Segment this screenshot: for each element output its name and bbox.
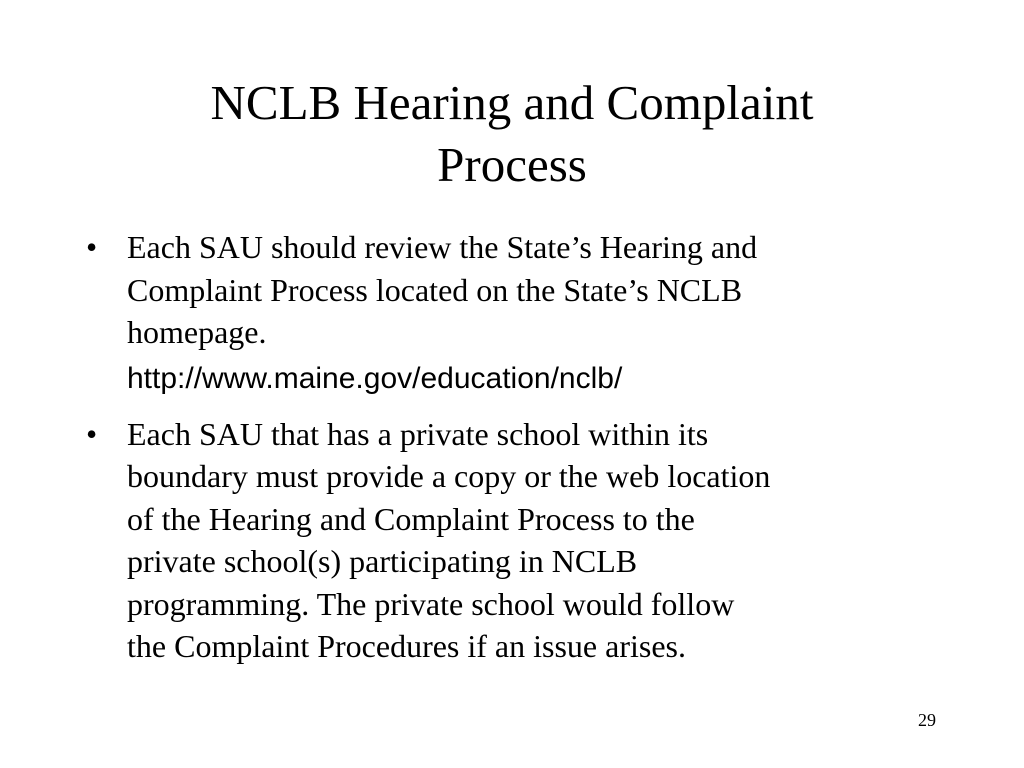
slide-title	[0, 72, 1024, 196]
slide-title-line: NCLB Hearing and Complaint	[210, 75, 814, 130]
bullet-line: Each SAU that has a private school within its	[127, 415, 709, 452]
nclb-url-link[interactable]: http://www.maine.gov/education/nclb/	[127, 361, 623, 395]
bullet-icon: •	[86, 229, 98, 265]
bullet-text	[127, 413, 946, 668]
bullet-line: programming. The private school would follow	[127, 585, 735, 622]
bullet-line: boundary must provide a copy or the web location	[127, 458, 771, 494]
bullet-item	[86, 226, 946, 404]
bullet-line: of the Hearing and Complaint Process to the	[127, 500, 695, 537]
bullet-list	[86, 226, 946, 677]
bullet-text	[127, 226, 946, 404]
bullet-item	[86, 413, 946, 668]
bullet-line: the Complaint Procedures if an issue arises.	[127, 628, 686, 664]
bullet-icon: •	[86, 415, 98, 452]
bullet-line: private school(s) participating in NCLB	[127, 543, 638, 579]
bullet-line: Complaint Process located on the State’s NCLB	[127, 271, 743, 308]
bullet-line: Each SAU should review the State’s Hearing and	[127, 229, 758, 265]
bullet-line: homepage.	[127, 314, 267, 350]
page-number: 29	[918, 710, 936, 730]
slide-title-line: Process	[437, 137, 587, 192]
